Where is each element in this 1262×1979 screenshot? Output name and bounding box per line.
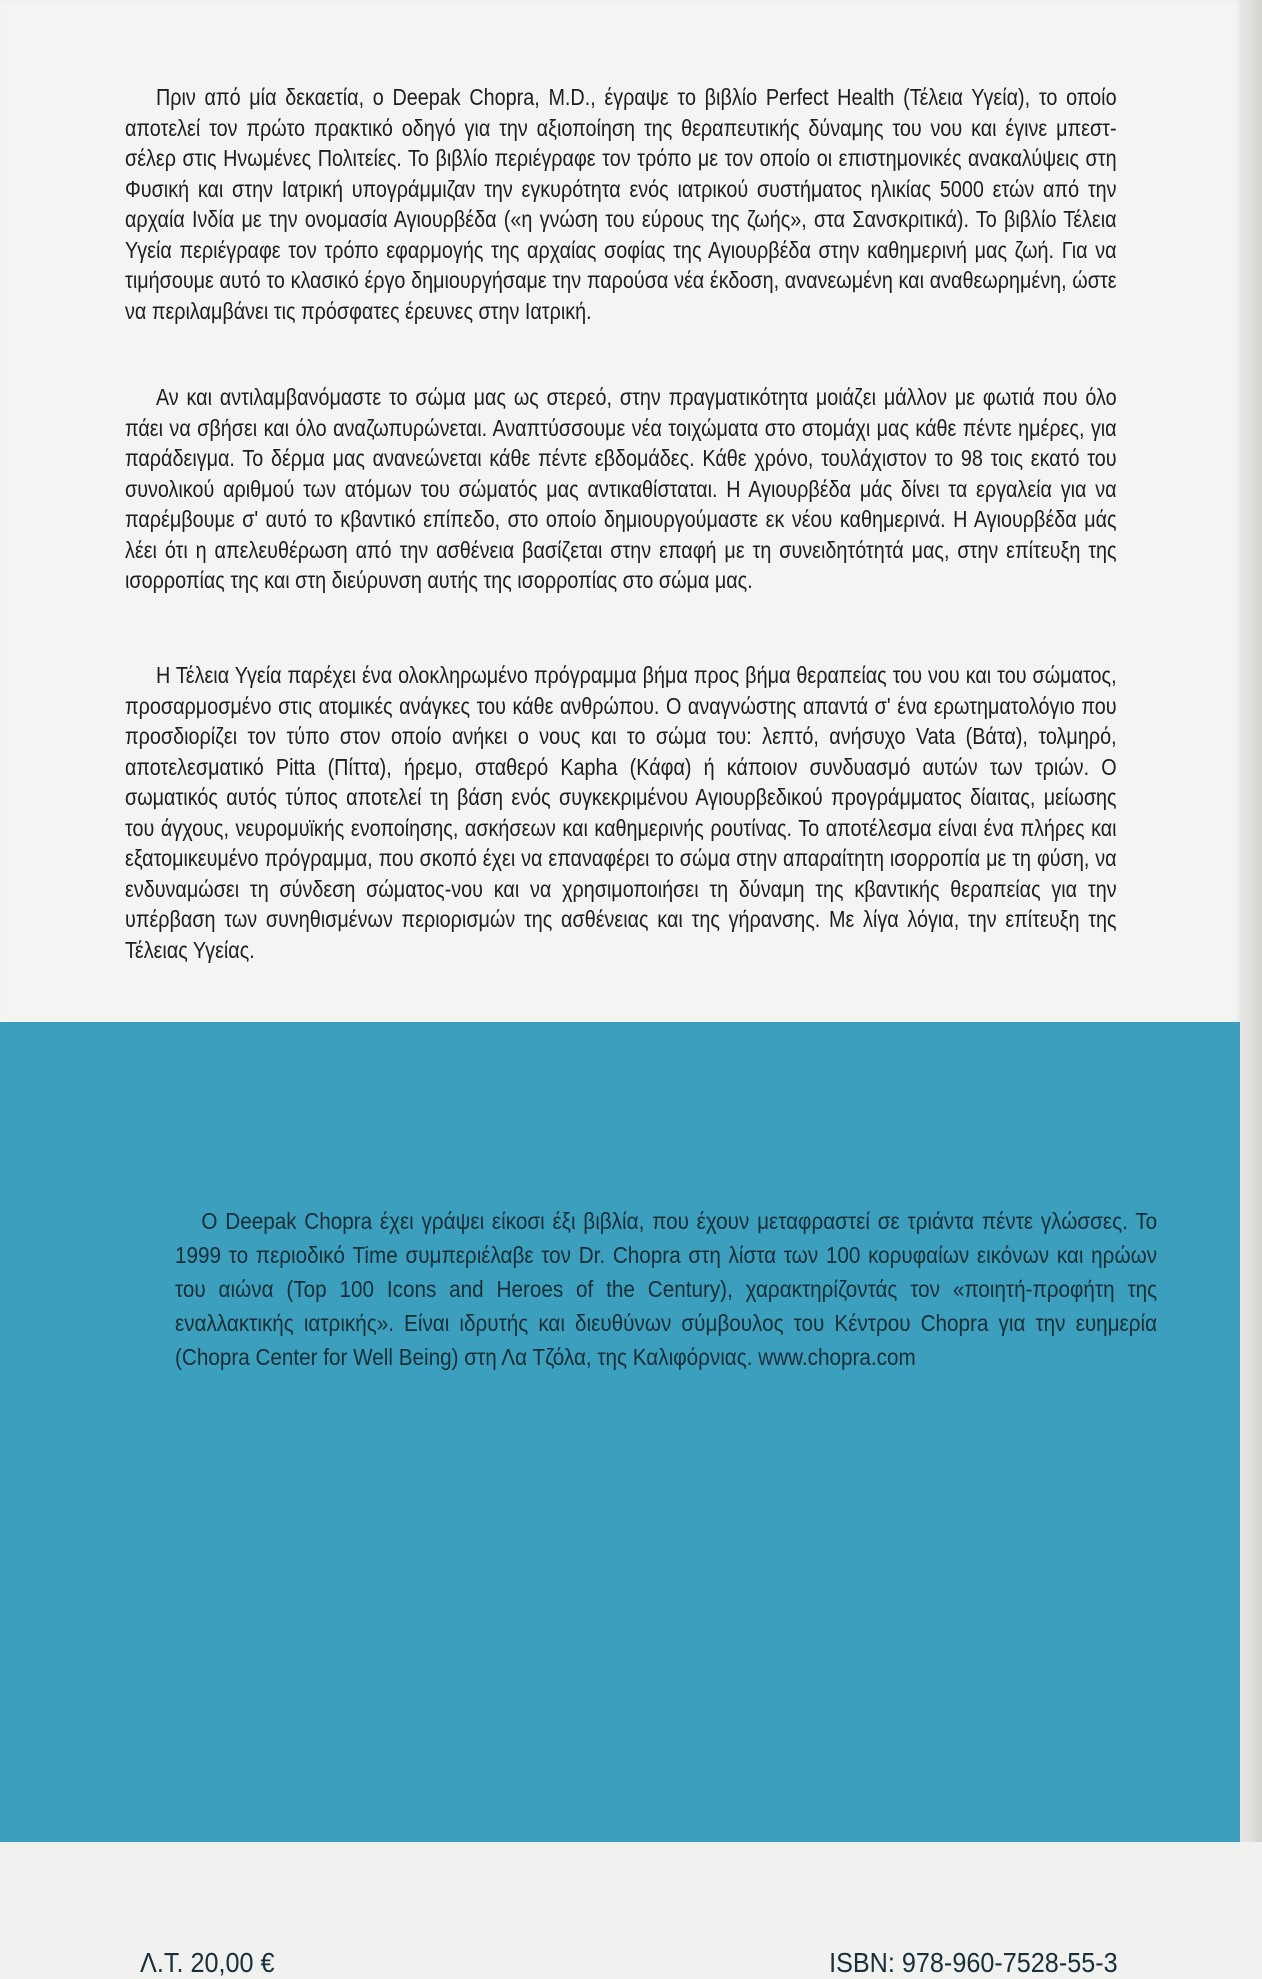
description-paragraph-1 (125, 82, 1117, 326)
paragraph-text: Αν και αντιλαμβανόμαστε το σώμα μας ως στερεό, στην πραγματικότητα μοιάζει μάλλον με φωτιά που όλο πάει να σβήσει και όλο αναζωπυρώνεται. Αναπτύσσουμε νέα τοιχώματα στο στομάχι μας κάθε πέντε ημέρες, για παράδειγμα. Το δέρμα μας ανανεώνεται κάθε πέντε εβδομάδες. Κάθε χρόνο, τουλάχιστον το 98 τοις εκατό του συνολικού αριθμού των ατόμων του σώματός μας αντικαθίσταται. Η Αγιουρβέδα μάς δίνει τα εργαλεία για να παρέμβουμε σ' αυτό το κβαντικό επίπεδο, στο οποίο δημιουργούμαστε εκ νέου καθημερινά. Η Αγιουρβέδα μάς λέει ότι η απελευθέρωση από την ασθένεια βασίζεται στην επαφή με τη συνειδητότητά μας, στην επίτευξη της ισορροπίας της και στη διεύρυνση αυτής της ισορροπίας στο σώμα μας. (125, 384, 1117, 593)
author-panel (0, 1022, 1240, 1978)
paragraph-text: Η Τέλεια Υγεία παρέχει ένα ολοκληρωμένο πρόγραμμα βήμα προς βήμα θεραπείας του νου και του σώματος, προσαρμοσμένο στις ατομικές ανάγκες του κάθε ανθρώπου. Ο αναγνώστης απαντά σ' ένα ερωτηματολόγιο που προσδιορίζει τον τύπο στον οποίο ανήκει ο νους και το σώμα του: λεπτό, ανήσυχο Vata (Βάτα), τολμηρό, αποτελεσματικό Pitta (Πίττα), ήρεμο, σταθερό Kapha (Κάφα) ή κάποιον συνδυασμό αυτών των τριών. Ο σωματικός αυτός τύπος αποτελεί τη βάση ενός συγκεκριμένου Αγιουρβεδικού προγράμματος δίαιτας, μείωσης του άγχους, νευρομυϊκής ενοποίησης, ασκήσεων και καθημερινής ρουτίνας. Το αποτέλεσμα είναι ένα πλήρες και εξατομικευμένο πρόγραμμα, που σκοπό έχει να επαναφέρει το σώμα στην απαραίτητη ισορροπία με τη φύση, να ενδυναμώσει τη σύνδεση σώματος-νου και να χρησιμοποιήσει τη δύναμη της κβαντικής θεραπείας για την υπέρβαση των συνηθισμένων περιορισμών της ασθένειας και της γήρανσης. Με λίγα λόγια, την επίτευξη της Τέλειας Υγείας. (125, 662, 1117, 963)
author-bio (175, 1204, 1158, 1374)
isbn-label: ISBN: 978-960-7528-55-3 (829, 1947, 1118, 1978)
page-edge (1240, 0, 1262, 1842)
author-bio-text: Ο Deepak Chopra έχει γράψει είκοσι έξι βιβλία, που έχουν μεταφραστεί σε τριάντα πέντε γλώσσες. Το 1999 το περιοδικό Time συμπεριέλαβε τον Dr. Chopra στη λίστα των 100 κορυφαίων εικόνων και ηρώων του αιώνα (Top 100 Icons and Heroes of the Century), χαρακτηρίζοντάς τον «ποιητή-προφήτη της εναλλακτικής ιατρικής». Είναι ιδρυτής και διευθύνων σύμβουλος του Κέντρου Chopra για την ευημερία (Chopra Center for Well Being) στη Λα Τζόλα, της Καλιφόρνιας. www.chopra.com (175, 1208, 1158, 1370)
price-label: Λ.Τ. 20,00 € (140, 1947, 275, 1978)
description-paragraph-2 (125, 382, 1117, 596)
paragraph-text: Πριν από μία δεκαετία, ο Deepak Chopra, M.D., έγραψε το βιβλίο Perfect Health (Τέλεια Υγεία), το οποίο αποτελεί τον πρώτο πρακτικό οδηγό για την αξιοποίηση της θεραπευτικής δύναμης του νου και έγινε μπεστ-σέλερ στις Ηνωμένες Πολιτείες. Το βιβλίο περιέγραφε τον τρόπο με τον οποίο οι επιστημονικές ανακαλύψεις στη Φυσική και στην Ιατρική υπογράμμιζαν την εγκυρότητα ενός ιατρικού συστήματος ηλικίας 5000 ετών από την αρχαία Ινδία με την ονομασία Αγιουρβέδα («η γνώση του εύρους της ζωής», στα Σανσκριτικά). Το βιβλίο Τέλεια Υγεία περιέγραφε τον τρόπο εφαρμογής της αρχαίας σοφίας της Αγιουρβέδα στην καθημερινή μας ζωή. Για να τιμήσουμε αυτό το κλασικό έργο δημιουργήσαμε την παρούσα νέα έκδοση, ανανεωμένη και αναθεωρημένη, ώστε να περιλαμβάνει τις πρόσφατες έρευνες στην Ιατρική. (125, 84, 1117, 324)
description-paragraph-3 (125, 660, 1117, 965)
